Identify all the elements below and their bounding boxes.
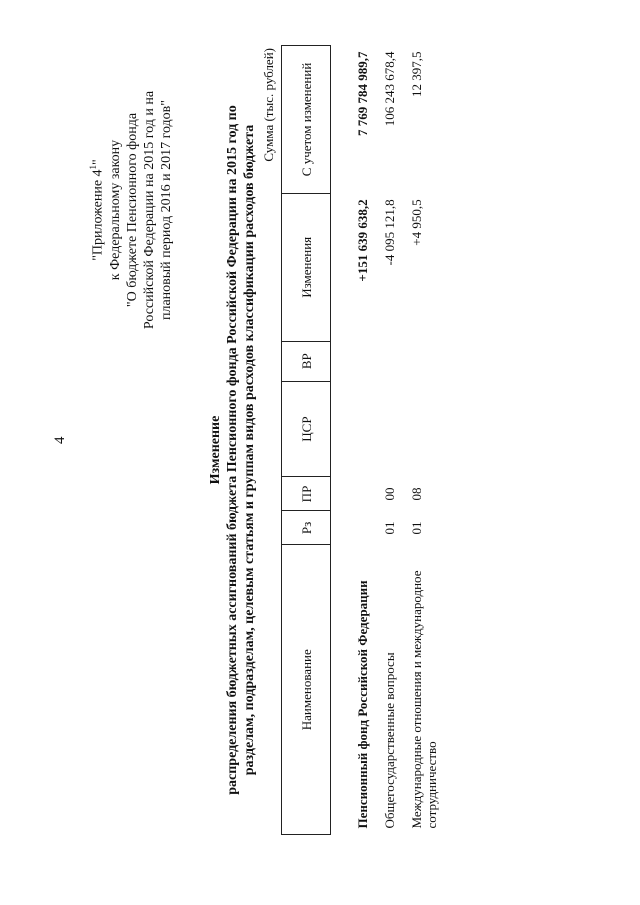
row-csr	[403, 381, 445, 477]
row-change: +151 639 638,2	[355, 199, 370, 282]
table-row	[349, 46, 376, 835]
annex-header	[85, 60, 175, 360]
annex-line: Российской Федерации на 2015 год и на	[141, 90, 157, 330]
row-pr	[349, 477, 376, 511]
column-header-total: С учетом изменений	[282, 46, 331, 194]
annex-title: "Приложение $4^1$"	[88, 159, 106, 261]
row-vr	[349, 341, 376, 381]
row-csr	[349, 381, 376, 477]
column-header-vr: ВР	[282, 341, 331, 381]
document-body	[85, 30, 555, 870]
row-rz: 01	[382, 521, 397, 535]
row-vr	[376, 341, 403, 381]
column-header-changes: Изменения	[282, 193, 331, 341]
table-row	[376, 46, 403, 835]
row-total: 7 769 784 989,7	[355, 51, 370, 136]
row-name: Общегосударственные вопросы	[382, 652, 397, 829]
heading-title: Изменение	[208, 415, 223, 485]
row-name: Международные отношения и международное сотрудничество	[409, 570, 439, 829]
row-change: -4 095 121,8	[382, 199, 397, 266]
annex-title-text: "Приложение 4	[90, 169, 106, 261]
table-spacer	[331, 46, 350, 835]
row-pr: 00	[382, 487, 397, 501]
row-pr: 08	[409, 487, 424, 501]
page-number: 4	[52, 436, 68, 444]
column-header-csr: ЦСР	[282, 381, 331, 477]
annex-line: к Федеральному закону	[107, 139, 123, 281]
heading-line: разделам, подразделам, целевым статьям и группам видов расходов классификации расходов бюджета	[242, 124, 257, 776]
column-header-name: Наименование	[282, 545, 331, 835]
annex-line: "О бюджете Пенсионного фонда	[124, 112, 140, 308]
annex-title-superscript: 1	[88, 164, 98, 170]
document-heading	[207, 30, 258, 870]
units-label: Сумма (тыс. рублей)	[261, 48, 276, 162]
row-change: +4 950,5	[409, 199, 424, 246]
row-rz	[349, 511, 376, 545]
column-header-rz: Рз	[282, 511, 331, 545]
row-csr	[376, 381, 403, 477]
row-total: 106 243 678,4	[382, 51, 397, 127]
row-name: Пенсионный фонд Российской Федерации	[355, 580, 370, 829]
row-vr	[403, 341, 445, 381]
annex-line: плановый период 2016 и 2017 годов"	[158, 99, 174, 321]
table-header-row	[282, 46, 331, 835]
budget-table	[281, 45, 445, 835]
table-row	[403, 46, 445, 835]
row-total: 12 397,5	[409, 51, 424, 97]
heading-line: распределения бюджетных ассигнований бюджета Пенсионного фонда Российской Федерации на 2015 год по	[225, 105, 240, 795]
column-header-pr: ПР	[282, 477, 331, 511]
row-rz: 01	[409, 521, 424, 535]
